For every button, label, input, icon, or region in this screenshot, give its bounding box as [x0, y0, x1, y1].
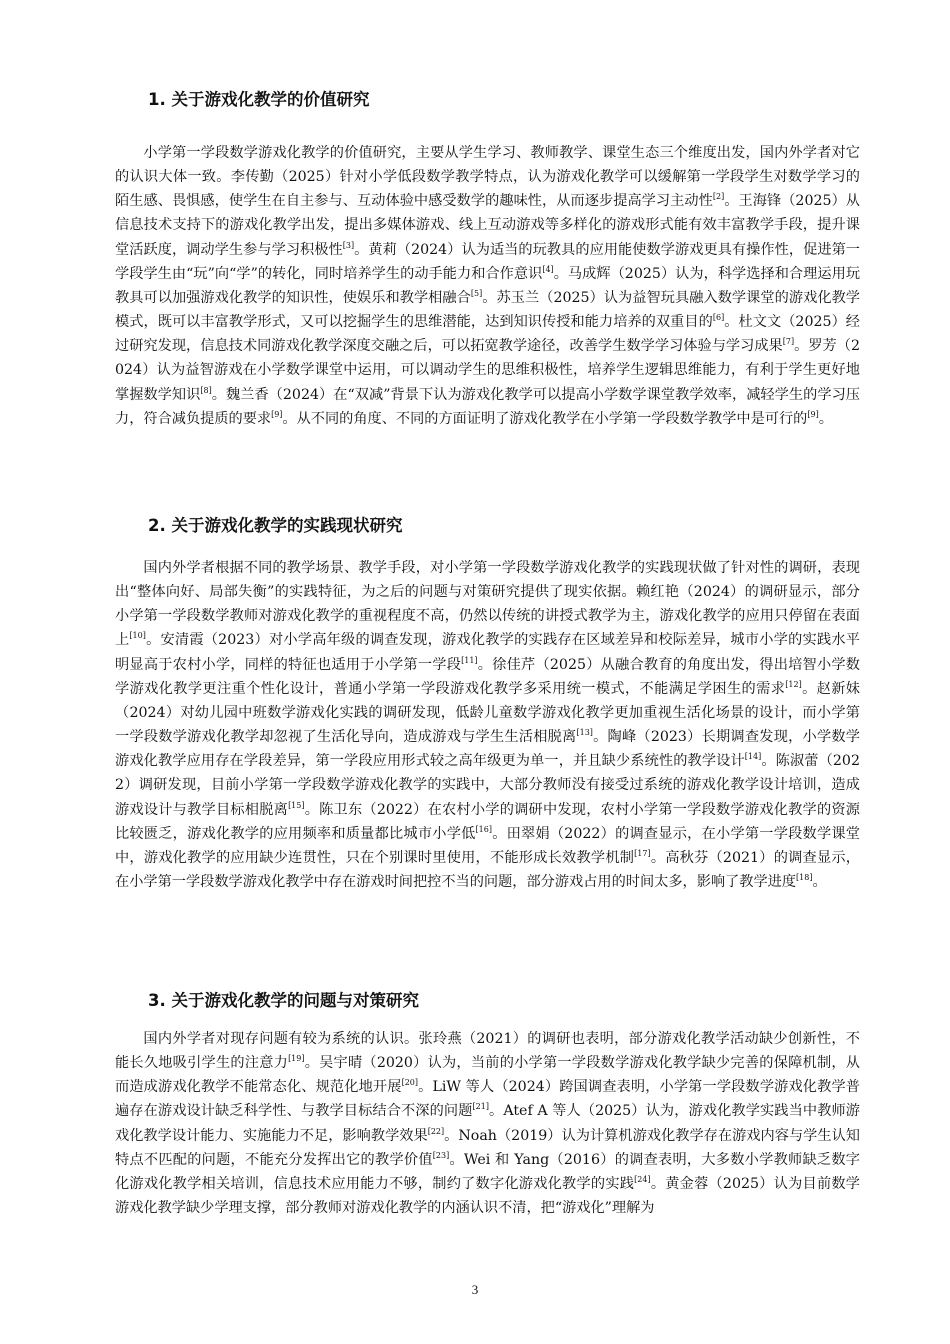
citation-marker: [4]: [542, 264, 554, 274]
citation-marker: [20]: [401, 1078, 418, 1088]
citation-marker: [17]: [634, 848, 651, 858]
citation-marker: [19]: [288, 1054, 305, 1064]
citation-marker: [14]: [744, 752, 762, 762]
citation-marker: [9]: [807, 409, 819, 419]
citation-marker: [22]: [427, 1126, 445, 1136]
citation-marker: [13]: [576, 728, 593, 738]
section-paragraph-3: 国内外学者对现存问题有较为系统的认识。张玲燕（2021）的调研也表明，部分游戏化教学活动缺少创新性，不能长久地吸引学生的注意力[19]。吴宇晴（2020）认为，当前的小学第一学段数学游戏化教学缺少完善的保障机制，从而造成游戏化教学不能常态化、规范化地开展[20]。LiW 等人（2024）跨国调查表明，小学第一学段数学游戏化教学普遍存在游戏设计缺乏科学性、与教学目标结合不深的问题[21]。Atef A 等人（2025）认为，游戏化教学实践当中教师游戏化教学设计能力、实施能力不足，影响教学效果[22]。Noah（2019）认为计算机游戏化教学存在游戏内容与学生认知特点不匹配的问题，不能充分发挥出它的教学价值[23]。Wei 和 Yang（2016）的调查表明，大多数小学教师缺乏数字化游戏化教学相关培训，信息技术应用能力不够，制约了数字化游戏化教学的实践[24]。黄金蓉（2025）认为目前数学游戏化教学缺少学理支撑，部分教师对游戏化教学的内涵认识不清，把“游戏化”理解为: [115, 1031, 860, 1217]
page-number: 3: [471, 1282, 479, 1297]
section-heading-3: 3. 关于游戏化教学的问题与对策研究: [148, 991, 419, 1010]
citation-marker: [23]: [432, 1150, 450, 1160]
citation-marker: [6]: [712, 313, 725, 323]
citation-marker: [8]: [200, 385, 212, 395]
citation-marker: [12]: [785, 679, 802, 689]
section-heading-2: 2. 关于游戏化教学的实践现状研究: [148, 516, 403, 535]
citation-marker: [11]: [461, 655, 478, 665]
citation-marker: [15]: [288, 800, 305, 810]
citation-marker: [2]: [712, 192, 725, 202]
citation-marker: [10]: [129, 631, 146, 641]
citation-marker: [9]: [271, 409, 283, 419]
section-paragraph-2: 国内外学者根据不同的教学场景、教学手段，对小学第一学段数学游戏化教学的实践现状做了针对性的调研，表现出“整体向好、局部失衡”的实践特征，为之后的问题与对策研究提供了现实依据。赖红艳（2024）的调研显示，部分小学第一学段数学教师对游戏化教学的重视程度不高，仍然以传统的讲授式教学为主，游戏化教学的应用只停留在表面上[10]。安清霞（2023）对小学高年级的调查发现，游戏化教学的实践存在区域差异和校际差异，城市小学的实践水平明显高于农村小学，同样的特征也适用于小学第一学段[11]。徐佳芹（2025）从融合教育的角度出发，得出培智小学数学游戏化教学更注重个性化设计，普通小学第一学段游戏化教学多采用统一模式，不能满足学困生的需求[12]。赵新妹（2024）对幼儿园中班数学游戏化实践的调研发现，低龄儿童数学游戏化教学更加重视生活化场景的设计，而小学第一学段数学游戏化教学却忽视了生活化导向，造成游戏与学生生活相脱离[13]。陶峰（2023）长期调查发现，小学数学游戏化教学应用存在学段差异，第一学段应用形式较之高年级更为单一，并且缺少系统性的教学设计[14]。陈淑蕾（2022）调研发现，目前小学第一学段数学游戏化教学的实践中，大部分教师没有接受过系统的游戏化教学设计培训，造成游戏设计与教学目标相脱离[15]。陈卫东（2022）在农村小学的调研中发现，农村小学第一学段数学游戏化教学的资源比较匮乏，游戏化教学的应用频率和质量都比城市小学低[16]。田翠娟（2022）的调查显示，在小学第一学段数学课堂中，游戏化教学的应用缺少连贯性，只在个别课时里使用，不能形成长效教学机制[17]。高秋芬（2021）的调查显示，在小学第一学段数学游戏化教学中存在游戏时间把控不当的问题，部分游戏占用的时间太多，影响了教学进度[18]。: [115, 560, 860, 891]
citation-marker: [16]: [475, 824, 492, 834]
section-heading-1: 1. 关于游戏化教学的价值研究: [148, 90, 370, 109]
citation-marker: [18]: [796, 873, 813, 883]
citation-marker: [7]: [782, 337, 795, 347]
citation-marker: [5]: [470, 288, 483, 298]
section-paragraph-1: 小学第一学段数学游戏化教学的价值研究，主要从学生学习、教师教学、课堂生态三个维度出发，国内外学者对它的认识大体一致。李传勤（2025）针对小学低段数学教学特点，认为游戏化教学可以缓解第一学段学生对数学学习的陌生感、畏惧感，使学生在自主参与、互动体验中感受数学的趣味性，从而逐步提高学习主动性[2]。王海锋（2025）从信息技术支持下的游戏化教学出发，提出多媒体游戏、线上互动游戏等多样化的游戏形式能有效丰富教学手段，提升课堂活跃度，调动学生参与学习积极性[3]。黄莉（2024）认为适当的玩教具的应用能使数学游戏更具有操作性，促进第一学段学生由“玩”向“学”的转化，同时培养学生的动手能力和合作意识[4]。马成辉（2025）认为，科学选择和合理运用玩教具可以加强游戏化教学的知识性，使娱乐和教学相融合[5]。苏玉兰（2025）认为益智玩具融入数学课堂的游戏化教学模式，既可以丰富教学形式，又可以挖掘学生的思维潜能，达到知识传授和能力培养的双重目的[6]。杜文文（2025）经过研究发现，信息技术同游戏化教学深度交融之后，可以拓宽教学途径，改善学生数学学习体验与学习成果[7]。罗芳（2024）认为益智游戏在小学数学课堂中运用，可以调动学生的思维积极性，培养学生逻辑思维能力，有利于学生更好地掌握数学知识[8]。魏兰香（2024）在“双减”背景下认为游戏化教学可以提高小学数学课堂教学效率，减轻学生的学习压力，符合减负提质的要求[9]。从不同的角度、不同的方面证明了游戏化教学在小学第一学段数学教学中是可行的[9]。: [115, 145, 861, 427]
citation-marker: [3]: [342, 240, 355, 250]
citation-marker: [24]: [634, 1174, 651, 1184]
citation-marker: [21]: [472, 1102, 489, 1112]
